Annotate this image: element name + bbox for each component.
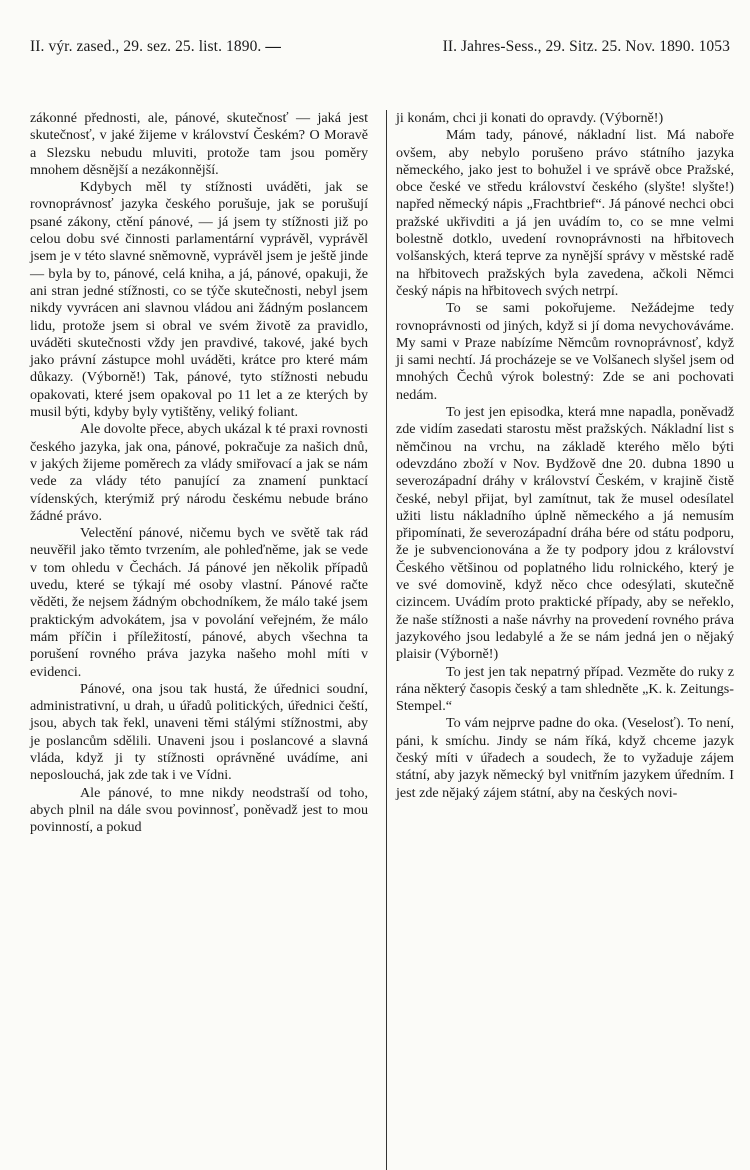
paragraph: Ale dovolte přece, abych ukázal k té praxi rovnosti českého jazyka, jak ona, pánové, pokračuje za našich dnů, v jakých žijeme poměrech za vlády smiřovací a jak se nám vede za vlády této panující za znamení punktací vídenských, kterýmiž prý národu českému nebude bráno žádné právo.: [30, 421, 368, 524]
page-header: [30, 30, 730, 62]
paragraph: To vám nejprve padne do oka. (Veselosť). To není, páni, k smíchu. Jindy se nám říká, když chceme jazyk český míti v úřadech a soudech, že to vyžaduje zájem státní, aby jazyk německý byl vnitřním jazykem úředním. I jest zde nějaký zájem státní, aby na českých novi-: [396, 715, 734, 801]
document-page: [30, 30, 734, 836]
header-czech: II. výr. zased., 29. sez. 25. list. 1890.: [30, 38, 262, 55]
paragraph: To jest jen tak nepatrný případ. Vezměte do ruky z rána některý časopis český a tam shledněte „K. k. Zeitungs-Stempel.“: [396, 663, 734, 715]
paragraph: Kdybych měl ty stížnosti uváděti, jak se rovnoprávnosť jazyka českého porušuje, jak se porušují psané zákony, ctění pánové, — já jsem ty stížnosti již po celou dobu své činnosti parlamentární vyprávěl, vyprávěl jsem je v této slavné sněmovně, vyprávěl jsem je ještě jinde — byla by to, pánové, celá kniha, a já, pánové, opakuji, že ani stran jedné stížnosti, co se týče skutečnosti, nebyl jsem nikdy vyvrácen ani slavnou vládou ani žádným poslancem lidu, protože jsem si obral ve svém životě za pravidlo, uváděti skutečnosti vždy jen pravdivé, takové, jaké bych jako právní zástupce mohl uváděti, krátce pro které mám důkazy. (Výborně!) Tak, pánové, tyto stížnosti nebudu opakovati, které jsem opakoval po 11 let a ze kterých by musil býti, kdyby byly vytištěny, veliký foliant.: [30, 179, 368, 421]
paragraph: zákonné přednosti, ale, pánové, skutečnosť — jaká jest skutečnosť, v jaké žijeme v království Českém? O Moravě a Slezsku nebudu mluviti, protože tam jsou poměry mnohem děsnější a nezákonnější.: [30, 110, 368, 178]
header-german: II. Jahres-Sess., 29. Sitz. 25. Nov. 1890. 1053: [442, 38, 730, 55]
left-column: [30, 110, 368, 836]
header-separator: —: [265, 38, 281, 55]
paragraph: Velectění pánové, ničemu bych ve světě tak rád neuvěřil jako těmto tvrzením, ale pohleďněme, jak se vede v tom ohledu v Čechách. Já pánové jen několik případů uvedu, které se týkají mé osoby vlastní. Pánové račte věděti, že nejsem žádným obchodníkem, že málo také jsem praktickým advokátem, jsa v povolání veřejném, že málo mám příčin i příležitostí, pánové, abych všechna ta porušení rovného práva jazyka našeho mohl míti v evidenci.: [30, 525, 368, 680]
paragraph: To se sami pokořujeme. Nežádejme tedy rovnoprávnosti od jiných, když si jí doma nevychováváme. My sami v Praze nabízíme Němcům rovnoprávnosť, když ji sami nechtí. Já procházeje se ve Volšanech slyšel jsem od mnohých Čechů výrok bolestný: Zde se ani pochovati nedám.: [396, 300, 734, 403]
paragraph: ji konám, chci ji konati do opravdy. (Výborně!): [396, 110, 664, 126]
header-left: [30, 38, 281, 56]
paragraph: Mám tady, pánové, nákladní list. Má naboře ovšem, aby nebylo porušeno právo státního jazyka německého, jako jest to bohužel i ve správě obce Pražské, obce české ve středu království českého (slyšte! slyšte!) napřed německý nápis „Frachtbrief“. Já pánové nechci obci pražské ukřivditi a já jen uvádím to, co se mne velmi bolestně dotklo, uvedení rovnoprávnosti na hřbitovech volšanských, která teprve za nynější správy v městské radě na hřbitovech pražských byla zavedena, ačkoli Němci český nápis na hřbitovech svých netrpí.: [396, 127, 734, 299]
paragraph: Pánové, ona jsou tak hustá, že úřednici soudní, administrativní, u drah, u úřadů politických, úřednici čeští, jsou, abych tak řekl, unaveni těmi stálými stížnostmi, aby je poslancům sdělili. Unaveni jsou i poslancové a slavná vláda, když ji ty stížnosti oprávněné uvádíme, ani neposlouchá, jak zde tak i ve Vídni.: [30, 680, 368, 784]
right-column: [396, 110, 734, 802]
paragraph: Ale pánové, to mne nikdy neodstraší od toho, abych plnil na dále svou povinnosť, poněvadž jest to mou povinností, a pokud: [30, 784, 368, 836]
paragraph: To jest jen episodka, která mne napadla, poněvadž zde vidím zasedati starostu měst pražských. Nákladní list s němčinou na vrchu, na základě kterého mělo býti odevzdáno zboží v Nov. Bydžově dne 20. dubna 1890 u severozápadní dráhy v království Českém, v krajině čistě české, nebyl přijat, byl zamítnut, tak že musel odesílatel užiti listu nákladního úplně německého a já nemusím připomínati, že severozápadní dráha bére od státu podporu, že je subvencionována a že ty podpory jdou z království Českého většinou od poplatného lidu rolnického, který je ve své domovině, když něco chce odesýlati, skutečně cizincem. Uvádím proto praktické případy, aby se neřeklo, že naše stížnosti a naše návrhy na provedení rovného práva jazykového jsou ledabylé a že se nám jedná jen o nějaký plaisir (Výborně!): [396, 404, 734, 663]
column-divider: [386, 110, 387, 1170]
